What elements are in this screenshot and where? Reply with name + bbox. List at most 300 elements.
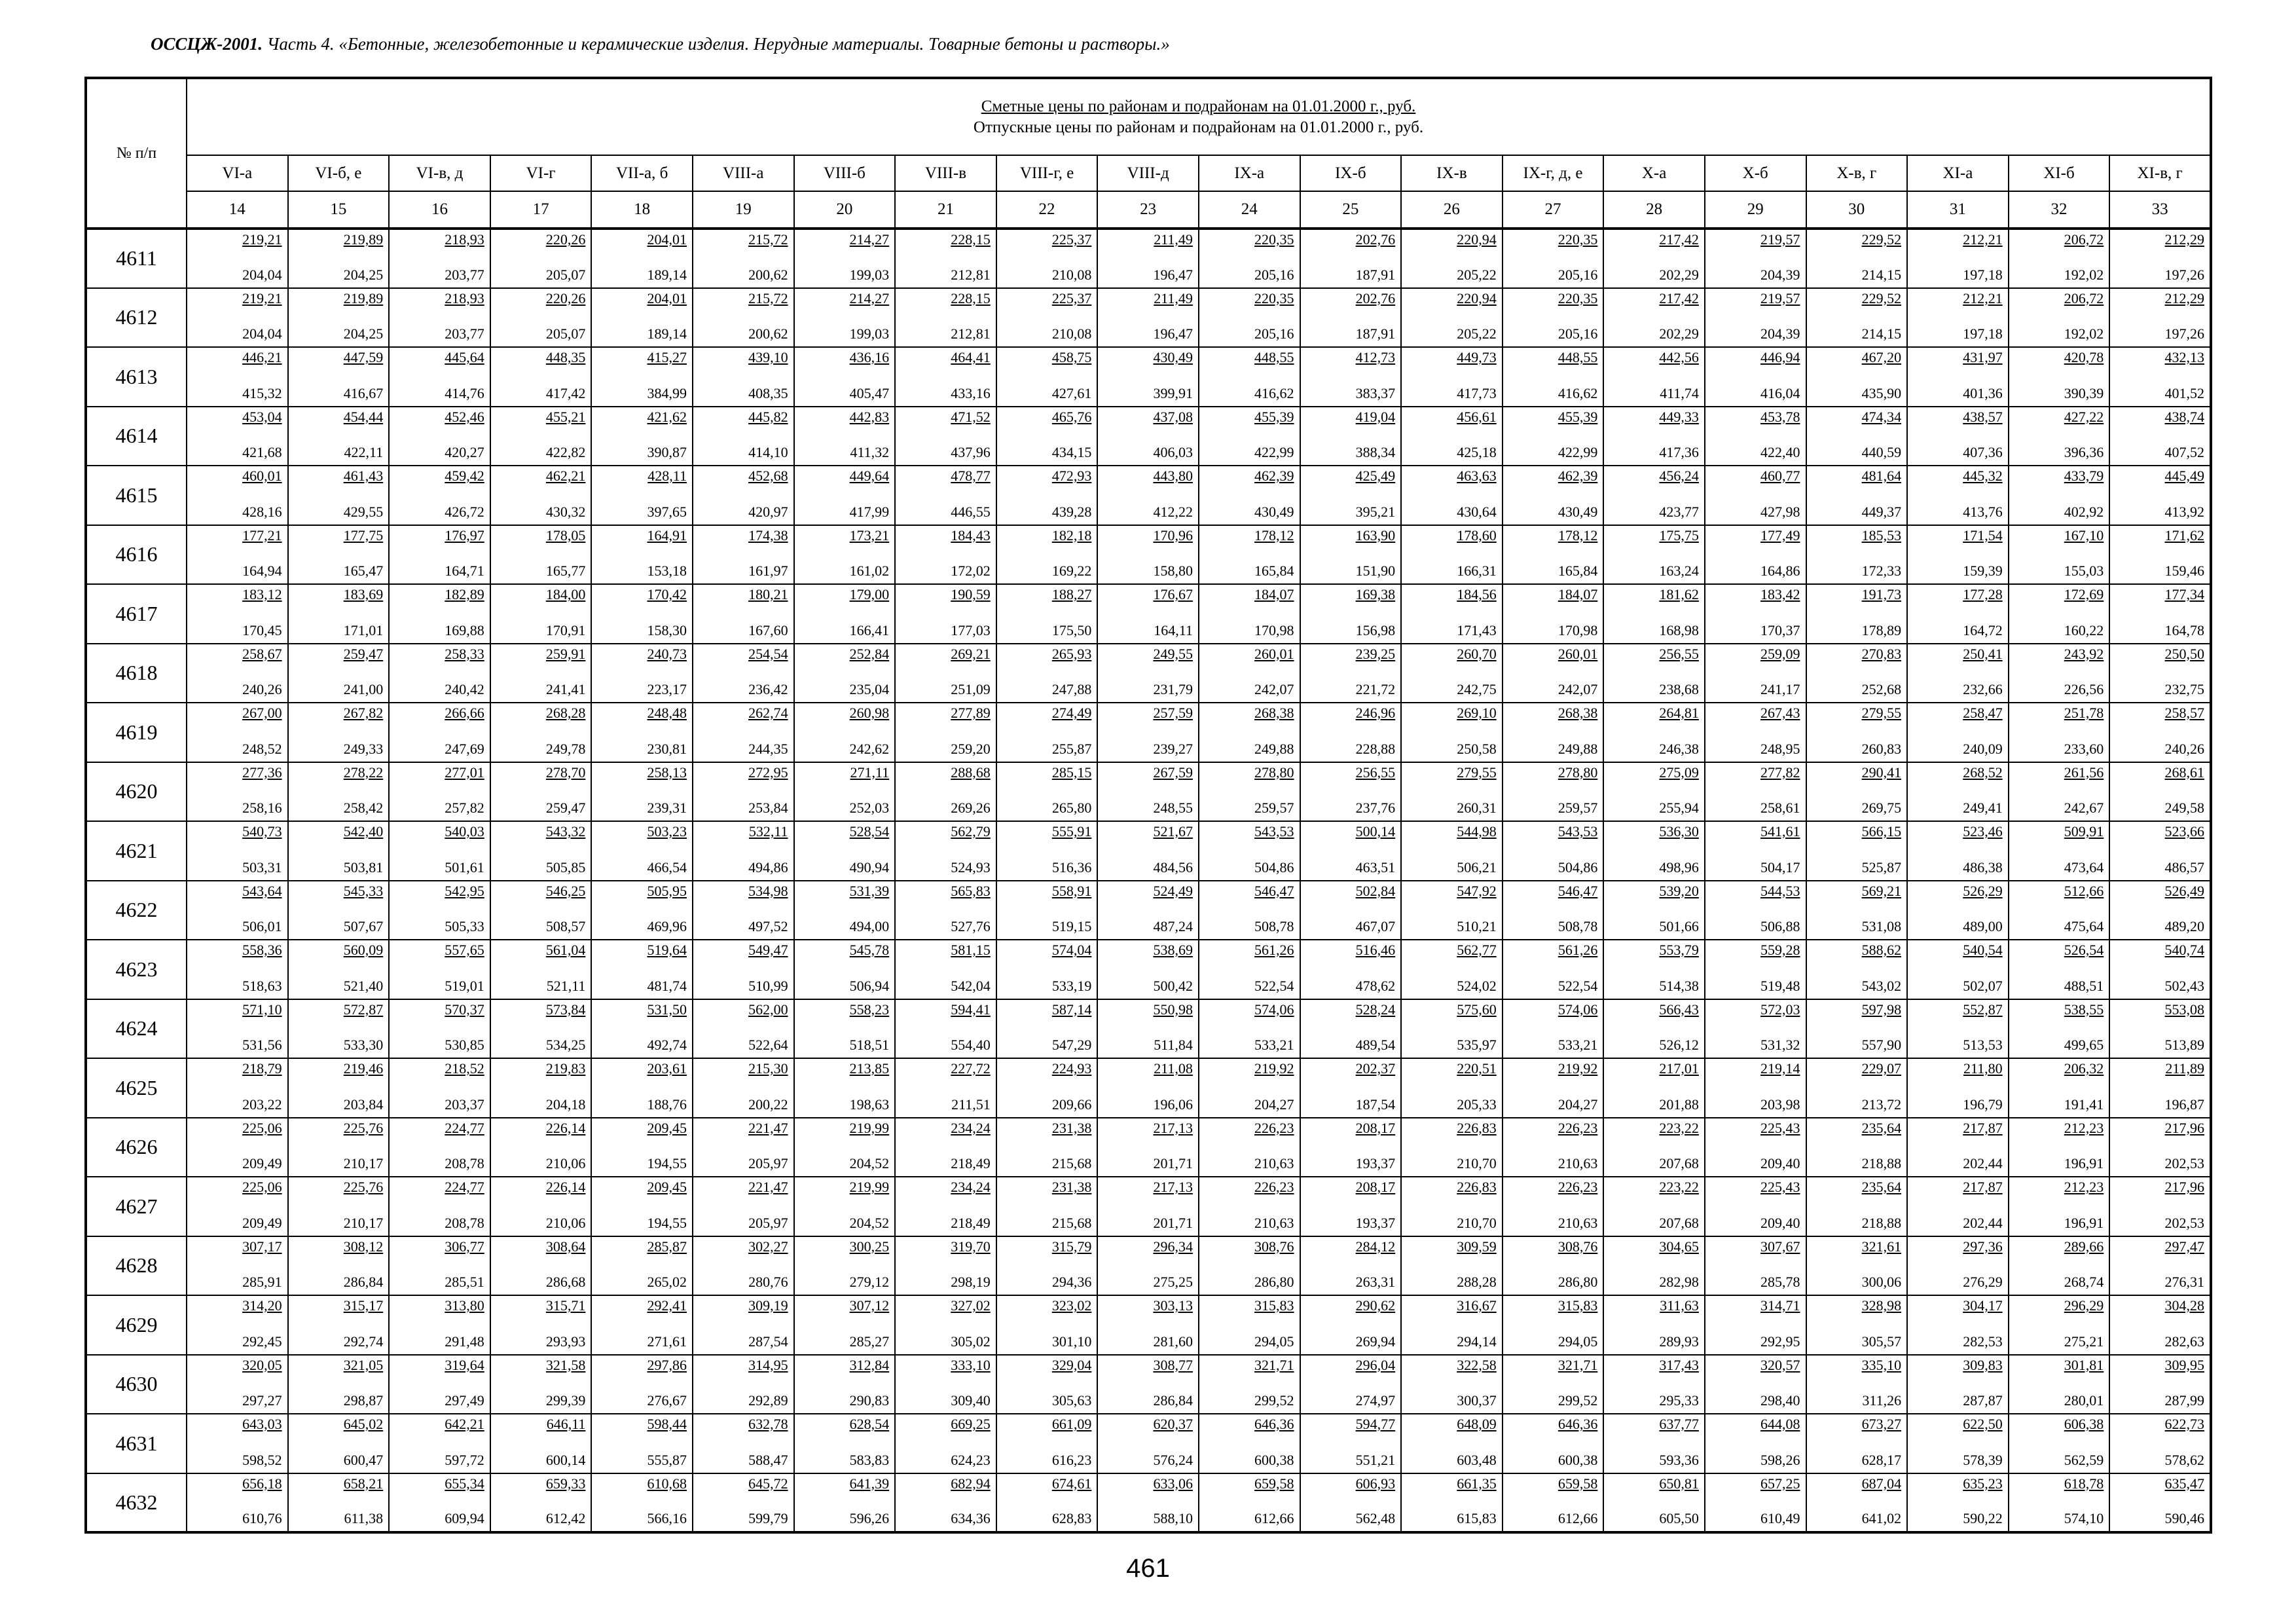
estimate-price: 248,48	[647, 705, 687, 721]
price-cell	[1199, 288, 1300, 348]
price-cell	[288, 1177, 390, 1236]
estimate-price: 285,15	[1051, 764, 1092, 781]
estimate-price: 215,72	[748, 289, 788, 306]
release-price: 265,02	[647, 1274, 687, 1290]
estimate-price: 219,99	[849, 1179, 890, 1195]
estimate-price: 206,32	[2064, 1060, 2104, 1077]
release-price: 204,18	[545, 1096, 586, 1113]
estimate-price: 202,37	[1355, 1060, 1396, 1077]
estimate-price: 235,64	[1861, 1179, 1902, 1195]
price-cell	[288, 703, 390, 762]
release-price: 593,36	[1659, 1451, 1699, 1468]
price-cell	[1097, 1058, 1199, 1118]
price-cell	[1401, 288, 1503, 348]
release-price: 208,78	[445, 1155, 484, 1172]
release-price: 293,93	[545, 1333, 586, 1350]
estimate-price: 226,83	[1457, 1179, 1497, 1195]
price-cell	[1705, 644, 1806, 703]
estimate-price: 428,11	[647, 468, 687, 484]
release-price: 240,26	[242, 681, 282, 697]
price-cell	[591, 229, 693, 288]
estimate-price: 646,11	[546, 1416, 586, 1432]
release-price: 494,00	[849, 918, 890, 934]
release-price: 407,52	[2164, 444, 2204, 460]
estimate-price: 335,10	[1861, 1356, 1902, 1373]
price-cell	[389, 703, 490, 762]
release-price: 263,31	[1355, 1274, 1396, 1290]
price-cell	[389, 881, 490, 940]
price-cell	[2009, 288, 2110, 348]
price-cell	[1603, 881, 1705, 940]
district-code-header: X-в, г	[1806, 155, 1908, 191]
estimate-price: 180,21	[748, 586, 788, 602]
price-cell	[1300, 999, 1402, 1059]
estimate-price: 432,13	[2164, 349, 2204, 365]
estimate-price: 226,14	[545, 1119, 586, 1136]
price-cell	[1503, 347, 1604, 407]
estimate-price: 228,15	[951, 231, 991, 248]
release-price: 422,82	[545, 444, 586, 460]
price-cell	[2109, 288, 2211, 348]
price-cell	[1503, 821, 1604, 881]
estimate-price: 427,22	[2064, 408, 2104, 425]
district-code-header: VIII-б	[794, 155, 896, 191]
estimate-price: 516,46	[1355, 942, 1396, 958]
estimate-price: 217,87	[1963, 1119, 2003, 1136]
estimate-price: 226,14	[545, 1179, 586, 1195]
estimate-price: 224,93	[1051, 1060, 1092, 1077]
district-code-header: VIII-г, е	[996, 155, 1098, 191]
price-cell	[591, 1414, 693, 1473]
price-cell	[996, 288, 1098, 348]
column-index: 30	[1806, 191, 1908, 229]
price-cell	[895, 762, 996, 822]
estimate-price: 464,41	[951, 349, 991, 365]
price-cell	[996, 466, 1098, 525]
release-price: 298,19	[951, 1274, 991, 1290]
estimate-price: 219,89	[343, 231, 384, 248]
price-cell	[490, 1236, 592, 1296]
release-price: 235,04	[849, 681, 890, 697]
price-cell	[693, 762, 794, 822]
release-price: 236,42	[748, 681, 788, 697]
release-price: 525,87	[1861, 858, 1902, 876]
estimate-price: 266,66	[445, 705, 484, 721]
release-price: 164,94	[242, 563, 282, 579]
release-price: 531,56	[242, 1037, 282, 1053]
estimate-price: 191,73	[1861, 586, 1902, 602]
price-cell	[1907, 821, 2009, 881]
estimate-price: 265,93	[1051, 645, 1092, 662]
price-cell	[288, 584, 390, 644]
release-price: 160,22	[2064, 621, 2104, 638]
release-price: 503,81	[343, 858, 384, 876]
release-price: 489,20	[2164, 918, 2204, 934]
release-price: 249,78	[545, 740, 586, 757]
estimate-price: 250,50	[2164, 645, 2204, 662]
estimate-price: 661,35	[1457, 1475, 1497, 1492]
estimate-price: 542,40	[343, 823, 384, 840]
estimate-price: 183,69	[343, 586, 384, 602]
price-cell	[1097, 644, 1199, 703]
price-cell	[1503, 644, 1604, 703]
price-cell	[996, 1118, 1098, 1177]
estimate-price: 278,70	[545, 764, 586, 781]
estimate-price: 682,94	[951, 1475, 991, 1492]
estimate-price: 231,38	[1051, 1119, 1092, 1136]
estimate-price: 269,21	[951, 645, 991, 662]
release-price: 428,16	[242, 503, 282, 520]
price-cell	[1705, 1118, 1806, 1177]
estimate-price: 221,47	[748, 1119, 788, 1136]
estimate-price: 528,24	[1355, 1001, 1396, 1018]
price-cell	[1401, 584, 1503, 644]
release-price: 473,64	[2064, 858, 2104, 876]
column-index: 17	[490, 191, 592, 229]
release-price: 158,30	[647, 621, 687, 638]
release-price: 202,29	[1659, 266, 1699, 283]
release-price: 274,97	[1355, 1392, 1396, 1409]
estimate-price: 431,97	[1963, 349, 2003, 365]
price-cell	[1503, 1118, 1604, 1177]
price-cell	[794, 1414, 896, 1473]
estimate-price: 277,01	[445, 764, 484, 781]
price-cell	[2009, 940, 2110, 999]
release-price: 578,62	[2164, 1451, 2204, 1468]
estimate-price: 177,49	[1760, 526, 1800, 544]
estimate-price: 445,64	[445, 349, 484, 365]
release-price: 502,43	[2164, 977, 2204, 994]
price-cell	[1401, 1236, 1503, 1296]
column-index: 18	[591, 191, 693, 229]
release-price: 242,62	[849, 740, 890, 757]
release-price: 196,87	[2164, 1096, 2204, 1113]
price-cell	[1097, 525, 1199, 585]
price-cell	[2009, 347, 2110, 407]
row-number: 4622	[86, 881, 187, 940]
table-row	[86, 940, 2211, 999]
price-cell	[1603, 584, 1705, 644]
estimate-price: 572,03	[1760, 1001, 1800, 1018]
estimate-price: 188,27	[1051, 586, 1092, 602]
estimate-price: 212,21	[1963, 289, 2003, 306]
table-row	[86, 347, 2211, 407]
estimate-price: 259,47	[343, 645, 384, 662]
column-index: 14	[187, 191, 288, 229]
estimate-price: 256,55	[1659, 645, 1699, 662]
price-cell	[2009, 1058, 2110, 1118]
release-price: 204,39	[1760, 325, 1800, 342]
release-price: 238,68	[1659, 681, 1699, 697]
release-price: 259,20	[951, 740, 991, 757]
column-index: 16	[389, 191, 490, 229]
release-price: 252,68	[1861, 681, 1902, 697]
table-row	[86, 762, 2211, 822]
estimate-price: 304,65	[1659, 1238, 1699, 1255]
price-cell	[1806, 821, 1908, 881]
estimate-price: 225,76	[343, 1179, 384, 1195]
table-row	[86, 821, 2211, 881]
release-price: 215,68	[1051, 1214, 1092, 1231]
estimate-price: 270,83	[1861, 645, 1902, 662]
release-price: 510,21	[1457, 918, 1497, 934]
price-cell	[895, 999, 996, 1059]
release-price: 203,22	[242, 1096, 282, 1113]
estimate-price: 220,26	[545, 231, 586, 248]
price-cell	[2109, 1058, 2211, 1118]
price-cell	[1806, 525, 1908, 585]
estimate-price: 481,64	[1861, 468, 1902, 484]
price-cell	[1097, 1414, 1199, 1473]
release-price: 192,02	[2064, 266, 2104, 283]
estimate-price: 628,54	[849, 1416, 890, 1432]
price-cell	[389, 940, 490, 999]
release-price: 624,23	[951, 1451, 991, 1468]
price-cell	[288, 644, 390, 703]
estimate-price: 272,95	[748, 764, 788, 781]
estimate-price: 588,62	[1861, 942, 1902, 958]
release-price: 408,35	[748, 384, 788, 401]
price-cell	[693, 1295, 794, 1355]
release-price: 241,17	[1760, 681, 1800, 697]
estimate-price: 261,56	[2064, 764, 2104, 781]
release-price: 197,18	[1963, 266, 2003, 283]
estimate-price: 643,03	[242, 1416, 282, 1432]
price-cell	[1300, 407, 1402, 466]
release-price: 269,94	[1355, 1333, 1396, 1350]
estimate-price: 618,78	[2064, 1475, 2104, 1492]
release-price: 168,98	[1659, 621, 1699, 638]
estimate-price: 277,36	[242, 764, 282, 781]
price-cell	[288, 1355, 390, 1414]
estimate-price: 558,36	[242, 942, 282, 958]
release-price: 280,01	[2064, 1392, 2104, 1409]
release-price: 276,29	[1963, 1274, 2003, 1290]
price-cell	[1907, 229, 2009, 288]
price-cell	[1401, 881, 1503, 940]
release-price: 500,42	[1153, 977, 1193, 994]
release-price: 610,49	[1760, 1510, 1800, 1526]
estimate-price: 669,25	[951, 1416, 991, 1432]
release-price: 297,27	[242, 1392, 282, 1409]
price-cell	[1603, 288, 1705, 348]
estimate-price: 561,26	[1254, 942, 1294, 958]
price-cell	[1199, 703, 1300, 762]
price-cell	[1907, 1355, 2009, 1414]
release-price: 305,02	[951, 1333, 991, 1350]
estimate-price: 645,02	[343, 1416, 384, 1432]
price-cell	[591, 881, 693, 940]
estimate-price: 442,83	[849, 408, 890, 425]
release-price: 258,42	[343, 800, 384, 816]
estimate-price: 303,13	[1153, 1297, 1193, 1314]
estimate-price: 262,74	[748, 705, 788, 721]
estimate-price: 316,67	[1457, 1297, 1497, 1314]
release-price: 249,88	[1558, 740, 1598, 757]
estimate-price: 254,54	[748, 645, 788, 662]
price-cell	[1705, 1177, 1806, 1236]
release-price: 172,33	[1861, 563, 1902, 579]
price-cell	[895, 1058, 996, 1118]
release-price: 588,10	[1153, 1510, 1193, 1526]
price-cell	[2109, 762, 2211, 822]
price-cell	[1097, 821, 1199, 881]
price-cell	[490, 644, 592, 703]
estimate-price: 521,67	[1153, 823, 1193, 840]
price-cell	[591, 940, 693, 999]
release-price: 212,81	[951, 266, 991, 283]
estimate-price: 309,59	[1457, 1238, 1497, 1255]
release-price: 615,83	[1457, 1510, 1497, 1526]
price-cell	[1503, 466, 1604, 525]
estimate-price: 526,54	[2064, 942, 2104, 958]
estimate-price: 182,89	[445, 586, 484, 602]
release-price: 218,49	[951, 1155, 991, 1172]
price-cell	[1503, 940, 1604, 999]
estimate-price: 455,21	[545, 408, 586, 425]
release-price: 204,25	[343, 266, 384, 283]
price-cell	[996, 1236, 1098, 1296]
estimate-price: 547,92	[1457, 882, 1497, 899]
price-cell	[1503, 584, 1604, 644]
release-price: 228,88	[1355, 740, 1396, 757]
price-cell	[1603, 940, 1705, 999]
release-price: 297,49	[445, 1392, 484, 1409]
release-price: 426,72	[445, 503, 484, 520]
estimate-price: 226,23	[1254, 1119, 1294, 1136]
estimate-price: 249,55	[1153, 645, 1193, 662]
release-price: 599,79	[748, 1510, 788, 1526]
district-codes-row	[86, 155, 2211, 191]
release-price: 269,75	[1861, 800, 1902, 816]
release-price: 600,14	[545, 1451, 586, 1468]
estimate-price: 448,55	[1254, 349, 1294, 365]
release-price: 504,17	[1760, 858, 1800, 876]
price-cell	[2109, 584, 2211, 644]
release-price: 299,52	[1254, 1392, 1294, 1409]
release-price: 530,85	[445, 1037, 484, 1053]
price-cell	[187, 466, 288, 525]
price-cell	[1907, 1058, 2009, 1118]
release-price: 170,91	[545, 621, 586, 638]
estimate-price: 204,01	[647, 231, 687, 248]
release-price: 501,61	[445, 858, 484, 876]
estimate-price: 211,89	[2165, 1060, 2204, 1077]
release-price: 170,98	[1558, 621, 1598, 638]
estimate-price: 308,76	[1558, 1238, 1598, 1255]
estimate-price: 204,01	[647, 289, 687, 306]
price-cell	[2009, 703, 2110, 762]
estimate-price: 655,34	[445, 1475, 484, 1492]
estimate-price: 217,01	[1659, 1060, 1699, 1077]
estimate-price: 421,62	[647, 408, 687, 425]
estimate-price: 225,76	[343, 1119, 384, 1136]
price-cell	[794, 1236, 896, 1296]
release-price: 230,81	[647, 740, 687, 757]
release-price: 535,97	[1457, 1037, 1497, 1053]
release-price: 249,41	[1963, 800, 2003, 816]
price-cell	[1097, 1355, 1199, 1414]
estimate-price: 267,43	[1760, 705, 1800, 721]
district-code-header: VIII-д	[1097, 155, 1199, 191]
estimate-price: 622,50	[1963, 1416, 2003, 1432]
price-cell	[288, 1414, 390, 1473]
estimate-price: 278,80	[1254, 764, 1294, 781]
price-cell	[2109, 703, 2211, 762]
price-cell	[288, 288, 390, 348]
price-cell	[187, 407, 288, 466]
release-price: 505,33	[445, 918, 484, 934]
price-cell	[794, 1473, 896, 1533]
release-price: 554,40	[951, 1037, 991, 1053]
release-price: 205,16	[1254, 266, 1294, 283]
release-price: 170,45	[242, 621, 282, 638]
release-price: 395,21	[1355, 503, 1396, 520]
release-price: 241,41	[545, 681, 586, 697]
price-cell	[693, 288, 794, 348]
price-cell	[1199, 525, 1300, 585]
estimate-price: 566,15	[1861, 823, 1902, 840]
price-cell	[996, 999, 1098, 1059]
estimate-price: 308,64	[545, 1238, 586, 1255]
table-row	[86, 1118, 2211, 1177]
estimate-price: 321,61	[1861, 1238, 1902, 1255]
price-cell	[288, 407, 390, 466]
price-cell	[1097, 466, 1199, 525]
release-price: 425,18	[1457, 444, 1497, 460]
release-price: 241,00	[343, 681, 384, 697]
estimate-price: 243,92	[2064, 645, 2104, 662]
release-price: 218,88	[1861, 1155, 1902, 1172]
release-price: 249,33	[343, 740, 384, 757]
price-cell	[1300, 466, 1402, 525]
release-price: 411,32	[850, 444, 890, 460]
release-price: 519,01	[445, 977, 484, 994]
release-price: 268,74	[2064, 1274, 2104, 1290]
estimate-price: 452,68	[748, 468, 788, 484]
estimate-price: 258,33	[445, 645, 484, 662]
price-cell	[794, 644, 896, 703]
estimate-price: 453,04	[242, 408, 282, 425]
table-row	[86, 584, 2211, 644]
estimate-price: 321,05	[343, 1356, 384, 1373]
release-price: 210,70	[1457, 1214, 1497, 1231]
estimate-price: 306,77	[445, 1238, 484, 1255]
price-cell	[2109, 1295, 2211, 1355]
release-price: 574,10	[2064, 1510, 2104, 1526]
release-price: 171,43	[1457, 621, 1497, 638]
estimate-price: 587,14	[1051, 1001, 1092, 1018]
price-cell	[996, 1355, 1098, 1414]
price-cell	[288, 821, 390, 881]
release-price: 300,37	[1457, 1392, 1497, 1409]
release-price: 578,39	[1963, 1451, 2003, 1468]
price-cell	[1603, 999, 1705, 1059]
release-price: 422,99	[1558, 444, 1598, 460]
release-price: 155,03	[2064, 563, 2104, 579]
estimate-price: 179,00	[849, 586, 890, 602]
price-cell	[1806, 1177, 1908, 1236]
price-cell	[1199, 1236, 1300, 1296]
estimate-price: 644,08	[1760, 1416, 1800, 1432]
estimate-price: 309,19	[748, 1297, 788, 1314]
price-cell	[1300, 347, 1402, 407]
price-cell	[187, 1473, 288, 1533]
release-price: 542,04	[951, 977, 991, 994]
price-cell	[1705, 407, 1806, 466]
release-price: 390,39	[2064, 384, 2104, 401]
estimate-price: 226,23	[1254, 1179, 1294, 1195]
